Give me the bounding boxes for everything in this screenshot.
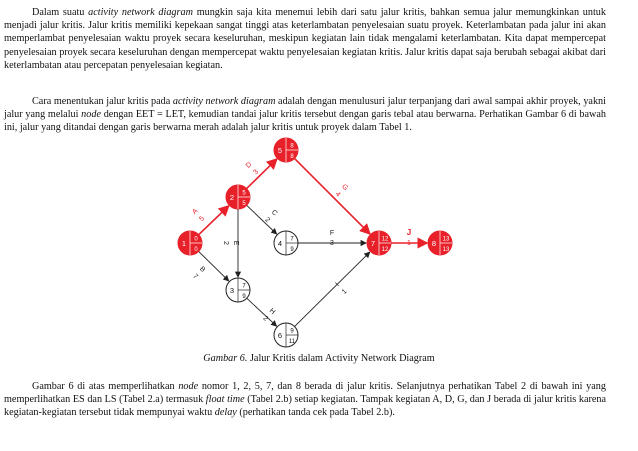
node-let: 9 <box>242 294 246 300</box>
activity-name-label: G <box>340 183 350 193</box>
italic-term: node <box>81 109 101 121</box>
node-6 <box>274 323 298 347</box>
node-let: 9 <box>290 247 294 253</box>
activity-name-label: B <box>197 265 207 274</box>
node-8 <box>428 231 452 255</box>
node-5 <box>274 138 298 162</box>
activity-name-label: F <box>329 230 335 237</box>
caption-text: Jalur Kritis dalam Activity Network Diagram <box>247 353 435 364</box>
activity-duration-label: 2 <box>263 216 271 225</box>
node-eet: 8 <box>290 143 294 150</box>
node-let: 8 <box>290 154 294 160</box>
text-run: adalah dengan menulusuri jalur terpanjang dari awal sampai akhir proyek, yakni jalur yang melalui <box>4 96 606 121</box>
node-eet: 7 <box>242 283 246 290</box>
node-let: 12 <box>381 247 389 253</box>
activity-name-label: H <box>267 307 277 316</box>
node-number: 2 <box>229 193 235 202</box>
activity-name-label: E <box>232 240 239 246</box>
node-number: 5 <box>277 146 283 155</box>
italic-term: activity network diagram <box>88 7 193 18</box>
node-eet: 9 <box>290 328 294 335</box>
italic-term: float time <box>205 394 245 406</box>
activity-duration-label: 2 <box>222 241 229 245</box>
node-eet: 7 <box>290 236 294 243</box>
node-number: 1 <box>181 239 187 248</box>
paragraph-critical-path-explanation <box>4 380 606 420</box>
activity-arrow-g <box>294 158 369 233</box>
text-run: (Tabel 2.b) setiap kegiatan. Tampak kegiatan A, D, G, dan J berada di jalur kritis karena kegiatan-kegiatan tersebut tidak mempunyai waktu <box>4 394 607 419</box>
node-let: 13 <box>442 247 450 253</box>
node-number: 3 <box>229 286 235 295</box>
activity-duration-label: 4 <box>333 190 342 199</box>
activity-arrow-d <box>244 159 277 189</box>
activity-duration-label: 2 <box>261 315 270 323</box>
node-eet: 5 <box>242 190 246 197</box>
activity-duration-label: 3 <box>252 168 261 177</box>
text-run: dengan EET = LET, kemudian tandai jalur kritis tersebut dengan garis tebal atau berwarna. Perhatikan Gambar 6 di bawah ini, jalur yang ditandai dengan garis berwarna merah adalah jalur kritis untuk proyek dalam Tabel 1. <box>4 109 606 134</box>
node-let: 11 <box>288 339 296 345</box>
node-4 <box>274 231 298 255</box>
figure-caption <box>0 353 638 364</box>
activity-duration-label: 1 <box>340 288 349 296</box>
node-1 <box>178 231 202 255</box>
activity-duration-label: 1 <box>407 240 411 247</box>
node-number: 4 <box>277 239 283 248</box>
caption-label: Gambar 6. <box>203 353 248 364</box>
text-run: nomor 1, 2, 5, 7, dan 8 berada di jalur kritis. Selanjutnya perhatikan Tabel 2 di bawah ini yang memperlihatkan ES dan LS (Tabel 2.a) termasuk <box>4 381 606 406</box>
activity-name-label: I <box>334 281 341 289</box>
node-eet: 13 <box>442 236 450 243</box>
italic-term: activity network diagram <box>172 96 276 107</box>
activity-arrow-i <box>295 252 370 326</box>
italic-term: delay <box>214 407 237 419</box>
node-number: 8 <box>431 239 437 248</box>
activity-arrow-c <box>247 205 277 234</box>
activity-name-label: C <box>269 208 279 218</box>
node-number: 7 <box>370 239 376 248</box>
activity-name-label: J <box>406 228 412 237</box>
node-eet: 12 <box>381 236 389 243</box>
text-run: mungkin saja kita menemui lebih dari satu jalur kritis, bahkan semua jalur memungkinkan untuk menjadi jalur kritis. Jalur kritis memiliki kepekaan sangat tinggi atas keterlambatan penyelesaian suatu proyek. Keterlambatan pada jalur ini akan memperlambat penyelesaian waktu proyek secara keseluruhan, meskipun kegiatan lain tidak mengalami keterlambatan. Kita dapat mempercepat penyelesaian proyek secara keseluruhan dengan mempercepat waktu penyelesaian kegiatan kritis. Jalur kritis dapat saja berubah sebagai akibat dari keterlambatan atau percepatan penyelesaian kegiatan. <box>4 7 606 71</box>
node-let: 0 <box>194 247 198 253</box>
activity-name-label: D <box>244 161 254 170</box>
node-number: 6 <box>277 331 283 340</box>
node-eet: 0 <box>194 236 198 243</box>
italic-term: node <box>178 381 199 392</box>
text-run: (perhatikan tanda cek pada Tabel 2.b). <box>236 407 395 419</box>
activity-duration-label: 7 <box>191 272 199 281</box>
node-7 <box>367 231 391 255</box>
node-let: 5 <box>242 201 246 207</box>
text-run: Dalam suatu <box>32 7 89 18</box>
activity-name-label: A <box>191 207 200 216</box>
node-2 <box>226 185 250 209</box>
activity-duration-label: 3 <box>330 240 334 247</box>
activity-duration-label: 5 <box>198 215 206 223</box>
text-run: Gambar 6 di atas memperlihatkan <box>32 381 179 392</box>
text-run: Cara menentukan jalur kritis pada <box>32 96 173 107</box>
node-3 <box>226 278 250 302</box>
